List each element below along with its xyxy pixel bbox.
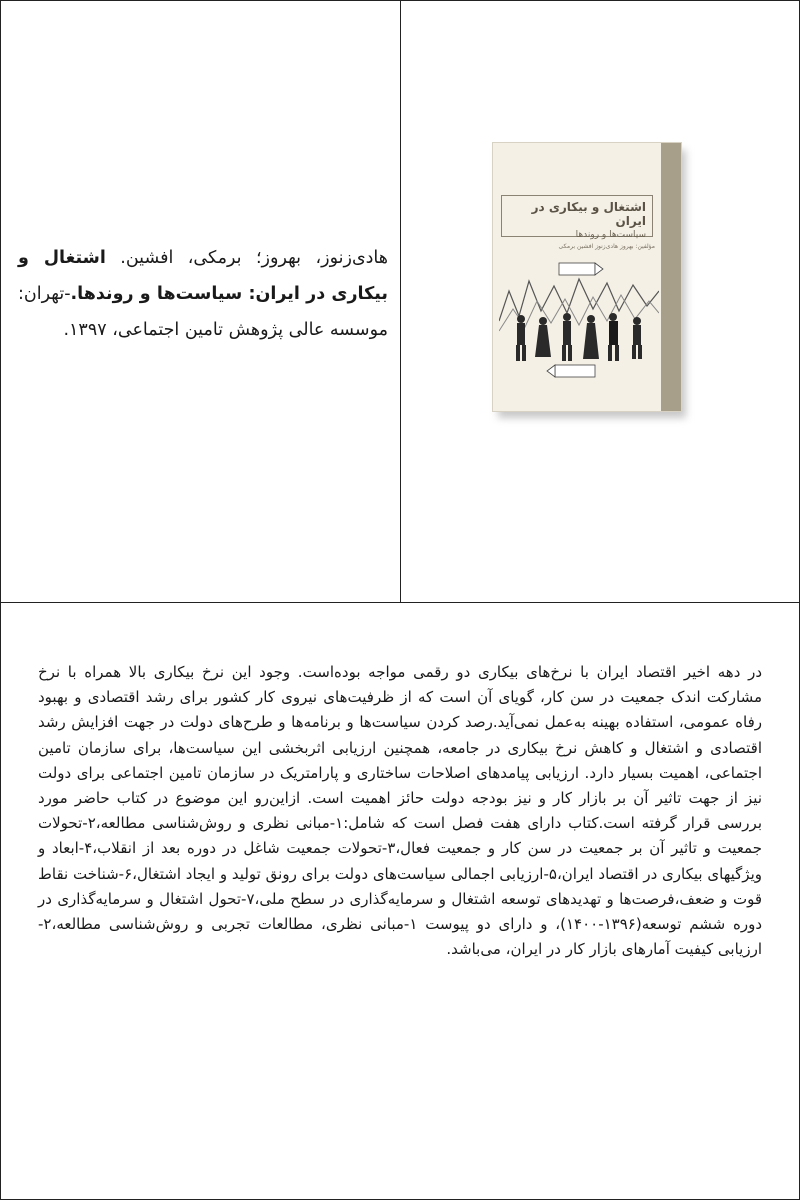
book-cover xyxy=(492,142,682,412)
cover-subtitle: سیاست‌ها و روندها xyxy=(575,230,646,240)
cover-spine xyxy=(661,143,681,411)
citation-authors: هادی‌زنوز، بهروز؛ برمکی، افشین. xyxy=(120,248,388,268)
book-cover-image xyxy=(492,142,680,410)
vertical-divider xyxy=(400,0,401,603)
cover-title: اشتغال و بیکاری در ایران xyxy=(531,200,646,228)
cover-title-box xyxy=(501,195,653,240)
book-citation xyxy=(18,240,388,348)
cover-authors: مؤلفین: بهروز هادی‌زنوز افشین برمکی xyxy=(558,243,655,250)
citation-publication: -تهران: موسسه عالی پژوهش تامین اجتماعی، ۱۳۹۷. xyxy=(18,284,388,340)
cover-illustration xyxy=(499,261,659,381)
book-abstract: در دهه اخیر اقتصاد ایران با نرخ‌های بیکاری دو رقمی مواجه بوده‌است. وجود این نرخ بیکاری بالا همراه با نرخ مشارکت اندک جمعیت در سن کار، گویای آن است که از ظرفیت‌های نیروی کار کشور برای رشد اقتصادی و بهبود رفاه عمومی، استفاده بهینه به‌عمل نمی‌آید.رصد کردن سیاست‌ها و برنامه‌ها و طرح‌های دولت در جهت افزایش رشد اقتصادی و اشتغال و کاهش نرخ بیکاری در جامعه، همچنین ارزیابی اثربخشی این سیاست‌ها، برای سازمان تامین اجتماعی، اهمیت بسیار دارد. ارزیابی پیامدهای اصلاحات ساختاری و پارامتریک در سازمان تامین اجتماعی برای دولت نیز از جهت تاثیر آن بر بازار کار و نیز بودجه دولت حائز اهمیت است. ازاین‌رو این موضوع در کتاب حاضر مورد بررسی قرار گرفته است.کتاب دارای هفت فصل است که شامل:۱-مبانی نظری و روش‌شناسی مطالعه،۲-تحولات جمعیت و تاثیر آن بر جمعیت در سن کار و جمعیت فعال،۳-تحولات جمعیت شاغل در دوره بعد از انقلاب،۴-ابعاد و ویژگیهای بیکاری در اقتصاد ایران،۵-ارزیابی اجمالی سیاست‌های دولت برای رونق تولید و ایجاد اشتغال،۶-شناخت نقاط قوت و ضعف،فرصت‌ها و تهدیدهای توسعه اشتغال و سرمایه‌گذاری در سطح ملی،۷-تحول اشتغال و سرمایه‌گذاری در دوره ششم توسعه(۱۳۹۶-۱۴۰۰)، و دارای دو پیوست ۱-مبانی نظری، مطالعات تجربی و روش‌شناسی مطالعه،۲-ارزیابی کیفیت آمارهای بازار کار در ایران، می‌باشد. xyxy=(38,663,763,959)
citation-title: اشتغال و بیکاری در ایران: سیاست‌ها و روندها. xyxy=(18,248,388,304)
